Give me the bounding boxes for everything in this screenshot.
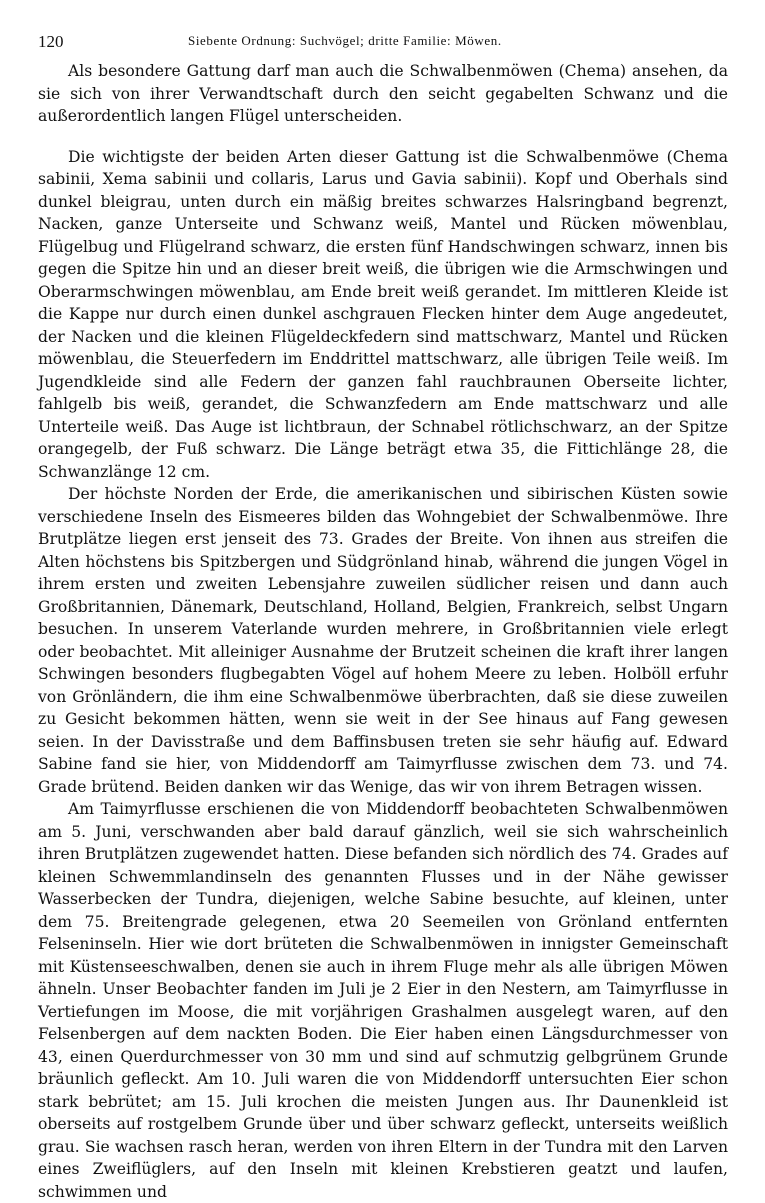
paragraph-1: Als besondere Gattung darf man auch die Schwalbenmöwen (Chema) ansehen, da sie sich von ihrer Verwandtschaft durch den seicht gegabelten Schwanz und die außerordentlich langen Flügel unterscheiden. <box>38 62 728 125</box>
running-head <box>38 30 728 54</box>
page-number: 120 <box>38 32 64 51</box>
running-head-title: Siebente Ordnung: Suchvögel; dritte Familie: Möwen. <box>188 33 502 48</box>
paragraph-4: Am Taimyrflusse erschienen die von Middendorff beobachteten Schwalbenmöwen am 5. Juni, verschwanden aber bald darauf gänzlich, weil sie sich wahrscheinlich ihren Brutplätzen zugewendet hatten. Diese befanden sich nördlich des 74. Grades auf kleinen Schwemmlandinseln des genannten Flusses und in der Nähe gewisser Wasserbecken der Tundra, diejenigen, welche Sabine besuchte, auf kleinen, unter dem 75. Breitengrade gelegenen, etwa 20 Seemeilen von Grönland entfernten Felseninseln. Hier wie dort brüteten die Schwalbenmöwen in innigster Gemeinschaft mit Küstenseeschwalben, denen sie auch in ihrem Fluge mehr als alle übrigen Möwen ähneln. Unser Beobachter fanden im Juli je 2 Eier in den Nestern, am Taimyrflusse in Vertiefungen im Moose, die mit vorjährigen Grashalmen ausgelegt waren, auf den Felsenbergen auf dem nackten Boden. Die Eier haben einen Längsdurchmesser von 43, einen Querdurchmesser von 30 mm und sind auf schmutzig gelbgrünem Grunde bräunlich gefleckt. Am 10. Juli waren die von Middendorff untersuchten Eier schon stark bebrütet; am 15. Juli krochen die meisten Jungen aus. Ihr Daunenkleid ist oberseits auf rostgelbem Grunde über und über schwarz gefleckt, unterseits weißlich grau. Sie wachsen rasch heran, werden von ihren Eltern in der Tundra mit den Larven eines Zweiflüglers, auf den Inseln mit kleinen Krebstieren geatzt und laufen, schwimmen und <box>38 800 728 1201</box>
body-text <box>38 60 728 1203</box>
paragraph-3: Der höchste Norden der Erde, die amerikanischen und sibirischen Küsten sowie verschiedene Inseln des Eismeeres bilden das Wohngebiet der Schwalbenmöwe. Ihre Brutplätze liegen erst jenseit des 73. Grades der Breite. Von ihnen aus streifen die Alten höchstens bis Spitzbergen und Südgrönland hinab, während die jungen Vögel in ihrem ersten und zweiten Lebensjahre zuweilen südlicher reisen und dann auch Großbritannien, Dänemark, Deutschland, Holland, Belgien, Frankreich, selbst Ungarn besuchen. In unserem Vaterlande wurden mehrere, in Großbritannien viele erlegt oder beobachtet. Mit alleiniger Ausnahme der Brutzeit scheinen die kraft ihrer langen Schwingen besonders flugbegabten Vögel auf hohem Meere zu leben. Holböll erfuhr von Grönländern, die ihm eine Schwalbenmöwe überbrachten, daß sie diese zuweilen zu Gesicht bekommen hätten, wenn sie weit in der See hinaus auf Fang gewesen seien. In der Davisstraße und dem Baffinsbusen treten sie sehr häufig auf. Edward Sabine fand sie hier, von Middendorff am Taimyrflusse zwischen dem 73. und 74. Grade brütend. Beiden danken wir das Wenige, das wir von ihrem Betragen wissen. <box>38 485 728 796</box>
book-page <box>38 0 728 1200</box>
paragraph-2: Die wichtigste der beiden Arten dieser Gattung ist die Schwalbenmöwe (Chema sabinii, Xema sabinii und collaris, Larus und Gavia sabinii). Kopf und Oberhals sind dunkel bleigrau, unten durch ein mäßig breites schwarzes Halsringband begrenzt, Nacken, ganze Unterseite und Schwanz weiß, Mantel und Rücken möwenblau, Flügelbug und Flügelrand schwarz, die ersten fünf Handschwingen schwarz, innen bis gegen die Spitze hin und an dieser breit weiß, die übrigen wie die Armschwingen und Oberarmschwingen möwenblau, am Ende breit weiß gerandet. Im mittleren Kleide ist die Kappe nur durch einen dunkel aschgrauen Flecken hinter dem Auge angedeutet, der Nacken und die kleinen Flügeldeckfedern sind mattschwarz, Mantel und Rücken möwenblau, die Steuerfedern im Enddrittel mattschwarz, alle übrigen Teile weiß. Im Jugendkleide sind alle Federn der ganzen fahl rauchbraunen Oberseite lichter, fahlgelb bis weiß, gerandet, die Schwanzfedern am Ende mattschwarz und alle Unterteile weiß. Das Auge ist lichtbraun, der Schnabel rötlichschwarz, an der Spitze orangegelb, der Fuß schwarz. Die Länge beträgt etwa 35, die Fittichlänge 28, die Schwanzlänge 12 cm. <box>38 147 728 481</box>
